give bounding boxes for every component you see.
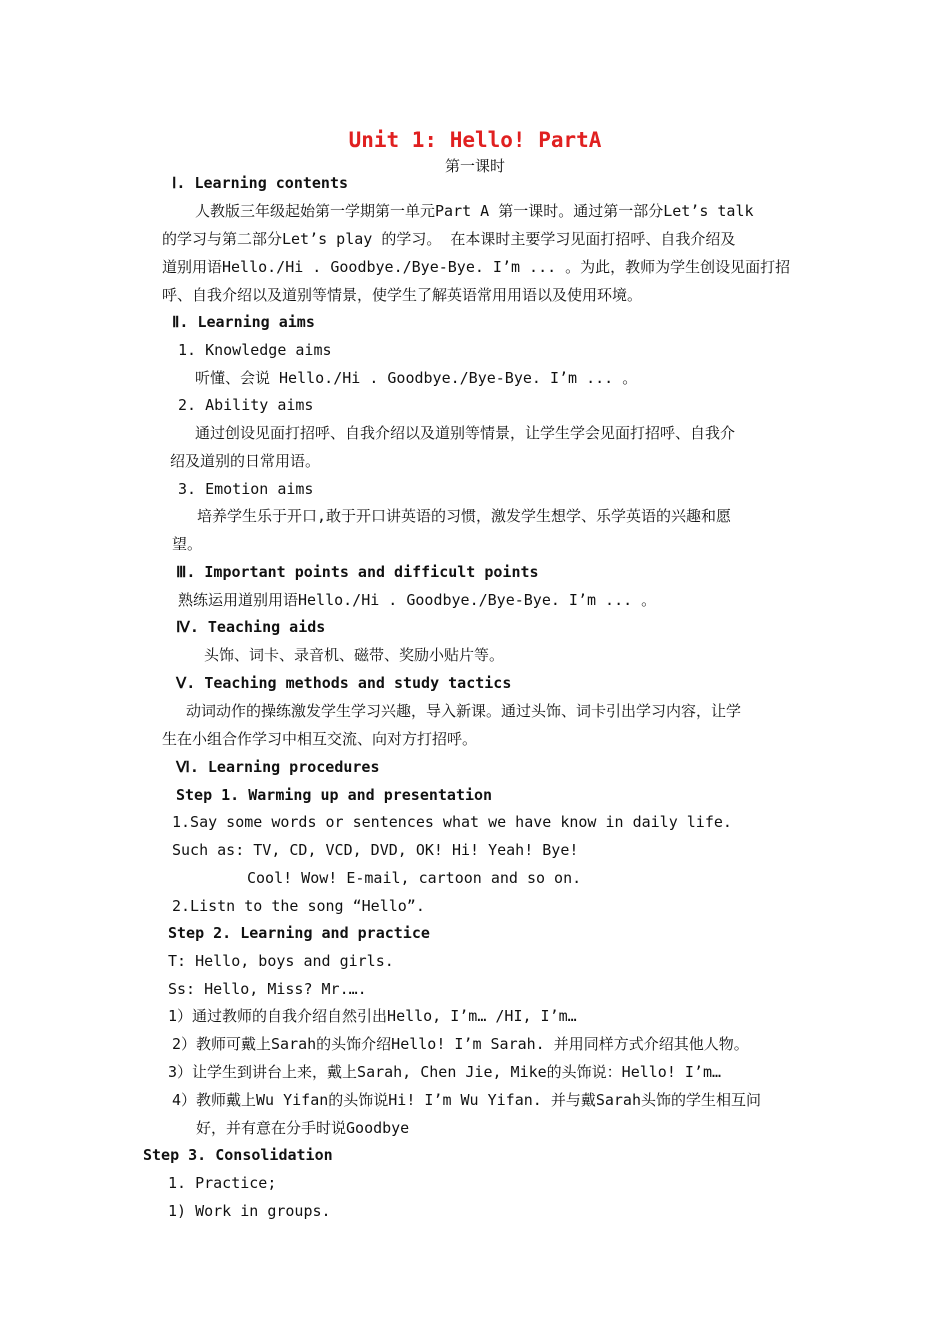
text-line: 听懂、会说 Hello./Hi . Goodbye./Bye-Bye. I’m ... 。 [195,369,638,387]
text-line: 1) Work in groups. [168,1202,331,1220]
section-heading: Ⅰ. Learning contents [172,174,349,192]
text-line: 培养学生乐于开口,敢于开口讲英语的习惯，激发学生想学、乐学英语的兴趣和愿 [197,507,732,525]
text-line: 望。 [172,535,203,553]
text-line: 1.Say some words or sentences what we have know in daily life. [172,813,732,831]
section-heading: Ⅱ. Learning aims [172,313,315,331]
text-line: 的学习与第二部分Let’s play 的学习。 在本课时主要学习见面打招呼、自我介绍及 [162,230,736,248]
text-line: Ss: Hello, Miss? Mr.…. [168,980,367,998]
step-heading: Step 2. Learning and practice [168,924,430,942]
text-line: Such as: TV, CD, VCD, DVD, OK! Hi! Yeah! Bye! [172,841,579,859]
text-line: 生在小组合作学习中相互交流、向对方打招呼。 [162,730,478,748]
text-line: 2. Ability aims [178,396,314,414]
text-line: 2）教师可戴上Sarah的头饰介绍Hello! I’m Sarah. 并用同样方式介绍其他人物。 [172,1035,749,1053]
text-line: T: Hello, boys and girls. [168,952,394,970]
text-line: 4）教师戴上Wu Yifan的头饰说Hi! I’m Wu Yifan. 并与戴Sarah头饰的学生相互问 [172,1091,761,1109]
step-heading: Step 1. Warming up and presentation [176,786,493,804]
text-line: 好，并有意在分手时说Goodbye [196,1119,410,1137]
text-line: Cool! Wow! E-mail, cartoon and so on. [247,869,582,887]
text-line: 3）让学生到讲台上来，戴上Sarah, Chen Jie, Mike的头饰说：Hello! I’m… [168,1063,722,1081]
document-subtitle: 第一课时 [444,157,505,175]
text-line: 1）通过教师的自我介绍自然引出Hello, I’m… /HI, I’m… [168,1007,577,1025]
text-line: 绍及道别的日常用语。 [170,452,321,470]
text-line: 人教版三年级起始第一学期第一单元Part A 第一课时。通过第一部分Let’s talk [195,202,754,220]
text-line: 呼、自我介绍以及道别等情景，使学生了解英语常用用语以及使用环境。 [162,286,643,304]
text-line: 熟练运用道别用语Hello./Hi . Goodbye./Bye-Bye. I’m ... 。 [178,591,657,609]
text-line: 1. Knowledge aims [178,341,332,359]
text-line: 道别用语Hello./Hi . Goodbye./Bye-Bye. I’m ... 。为此，教师为学生创设见面打招 [162,258,791,276]
section-heading: Ⅴ. Teaching methods and study tactics [176,674,512,692]
text-line: 2.Listn to the song “Hello”. [172,897,425,915]
text-line: 3. Emotion aims [178,480,314,498]
document-title: Unit 1: Hello! PartA [348,128,602,152]
section-heading: Ⅳ. Teaching aids [176,618,326,636]
text-line: 通过创设见面打招呼、自我介绍以及道别等情景，让学生学会见面打招呼、自我介 [195,424,736,442]
section-heading: Ⅵ. Learning procedures [176,758,380,776]
text-line: 头饰、词卡、录音机、磁带、奖励小贴片等。 [204,646,505,664]
text-line: 动词动作的操练激发学生学习兴趣，导入新课。通过头饰、词卡引出学习内容，让学 [186,702,742,720]
text-line: 1. Practice; [168,1174,277,1192]
section-heading: Ⅲ. Important points and difficult points [176,563,539,581]
step-heading: Step 3. Consolidation [143,1146,333,1164]
